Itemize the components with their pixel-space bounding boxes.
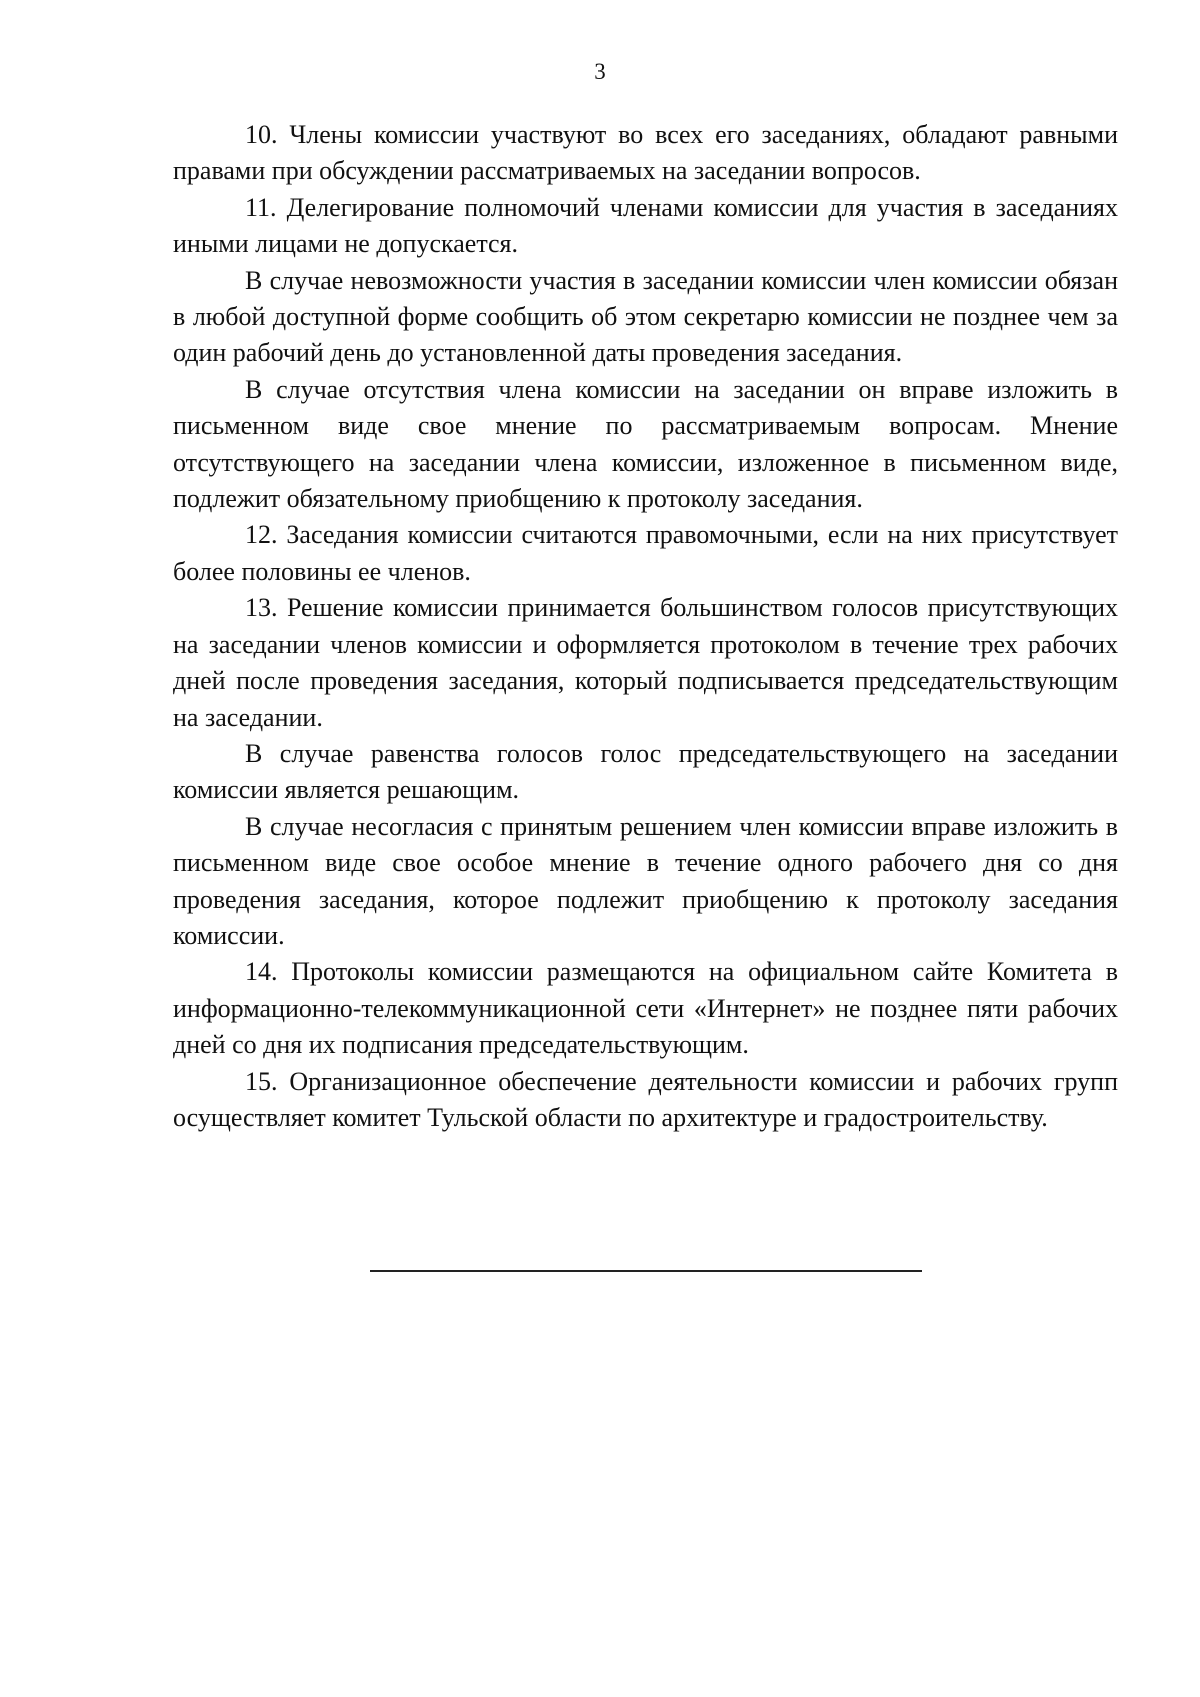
paragraph-tie-vote: В случае равенства голосов голос председательствующего на заседании комиссии является решающим.: [173, 738, 1118, 805]
paragraph-item-11: 11. Делегирование полномочий членами комиссии для участия в заседаниях иными лицами не допускается.: [173, 192, 1118, 259]
paragraph-absence-notice: В случае невозможности участия в заседании комиссии член комиссии обязан в любой доступной форме сообщить об этом секретарю комиссии не позднее чем за один рабочий день до установленной даты проведения заседания.: [173, 265, 1118, 368]
paragraph-item-15: 15. Организационное обеспечение деятельности комиссии и рабочих групп осуществляет комитет Тульской области по архитектуре и градостроительству.: [173, 1066, 1118, 1132]
paragraph-dissent: В случае несогласия с принятым решением член комиссии вправе изложить в письменном виде свое особое мнение в течение одного рабочего дня со дня проведения заседания, которое подлежит приобщению к протоколу заседания комиссии.: [173, 811, 1118, 950]
paragraph-written-opinion: В случае отсутствия члена комиссии на заседании он вправе изложить в письменном виде свое мнение по рассматриваемым вопросам. Мнение отсутствующего на заседании члена комиссии, изложенное в письменном виде, подлежит обязательному приобщению к протоколу заседания.: [173, 374, 1118, 514]
page-number: 3: [594, 59, 606, 84]
paragraph-item-12: 12. Заседания комиссии считаются правомочными, если на них присутствует более половины ее членов.: [173, 520, 1118, 586]
end-divider-line: [370, 1270, 922, 1272]
document-body: [173, 117, 1118, 1136]
paragraph-item-14: 14. Протоколы комиссии размещаются на официальном сайте Комитета в информационно-телекоммуникационной сети «Интернет» не позднее пяти рабочих дней со дня их подписания председательствующим.: [173, 957, 1118, 1060]
paragraph-item-10: 10. Члены комиссии участвуют во всех его заседаниях, обладают равными правами при обсуждении рассматриваемых на заседании вопросов.: [173, 120, 1118, 186]
paragraph-item-13: 13. Решение комиссии принимается большинством голосов присутствующих на заседании членов комиссии и оформляется протоколом в течение трех рабочих дней после проведения заседания, который подписывается председательствующим на заседании.: [173, 593, 1118, 732]
